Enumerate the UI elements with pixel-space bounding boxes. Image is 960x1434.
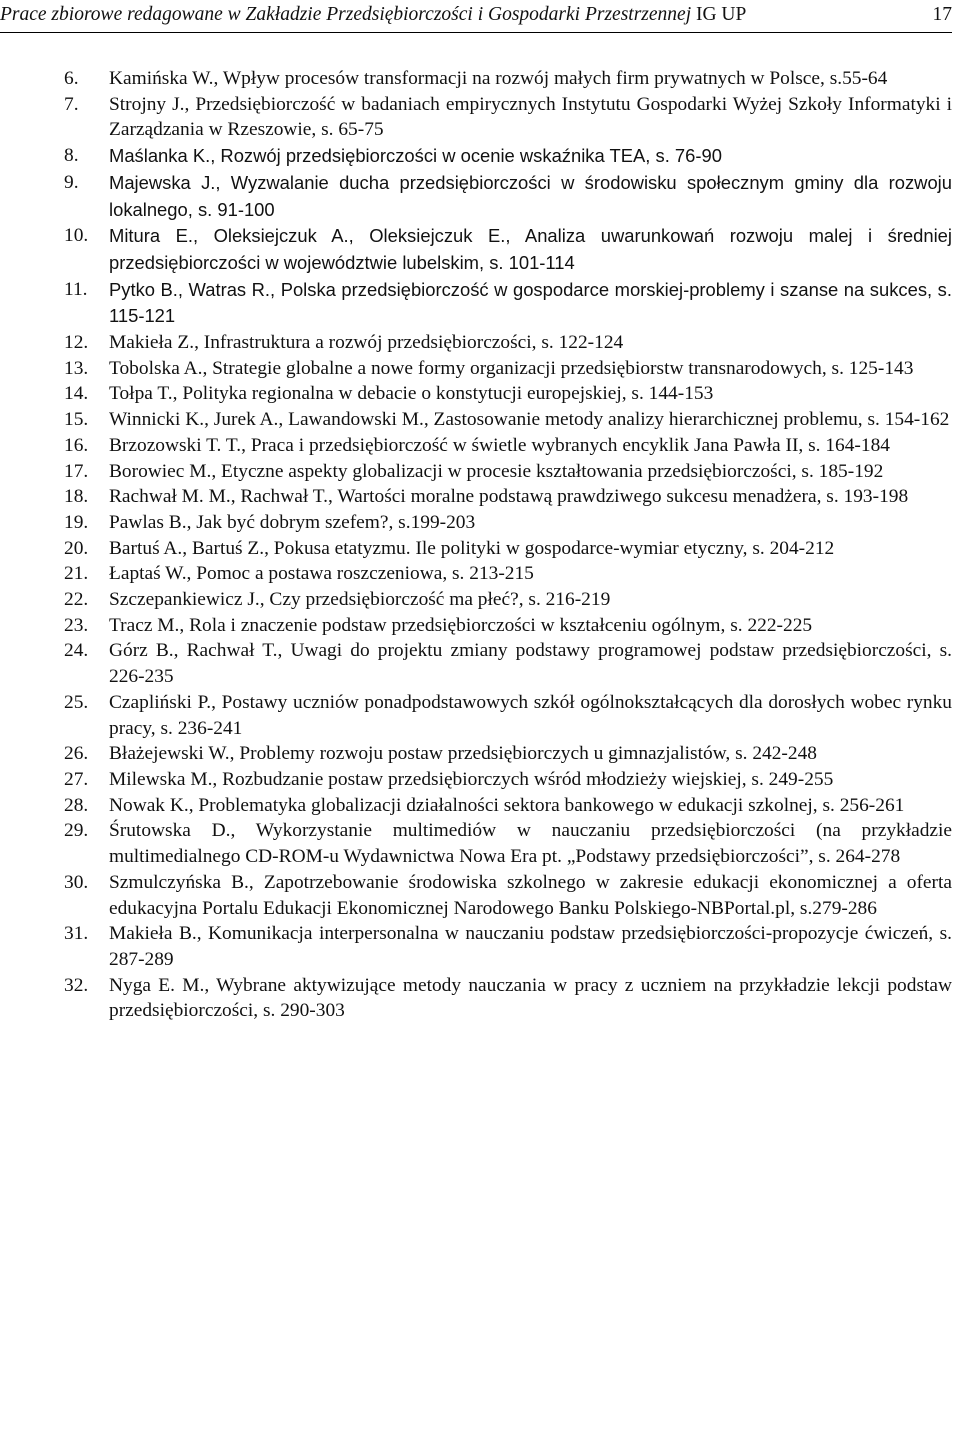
reference-item [0,433,952,459]
reference-item [0,381,952,407]
reference-number: 10. [64,225,89,247]
reference-item [0,613,952,639]
reference-text: Tołpa T., Polityka regionalna w debacie o konstytucji europejskiej, s. 144-153 [109,383,714,405]
reference-number: 26. [64,743,89,765]
reference-number: 14. [64,383,89,405]
running-header [0,2,952,33]
reference-item [0,170,952,223]
reference-text: Tobolska A., Strategie globalne a nowe formy organizacji przedsiębiorstw transnarodowych, s. 125-143 [109,357,914,379]
reference-item [0,536,952,562]
reference-text: Makieła Z., Infrastruktura a rozwój przedsiębiorczości, s. 122-124 [109,332,624,354]
reference-item [0,793,952,819]
reference-text: Pytko B., Watras R., Polska przedsiębiorczość w gospodarce morskiej-problemy i szanse na sukces, s. 115-121 [109,278,952,327]
reference-number: 6. [64,68,79,89]
reference-item [0,973,952,1024]
reference-number: 29. [64,820,89,842]
reference-text: Strojny J., Przedsiębiorczość w badaniach empirycznych Instytutu Gospodarki Wyżej Szkoły Informatyki i Zarządzania w Rzeszowie, s. 65-75 [109,93,952,141]
reference-text: Tracz M., Rola i znaczenie podstaw przedsiębiorczości w kształceniu ogólnym, s. 222-225 [109,614,813,636]
reference-text: Czapliński P., Postawy uczniów ponadpodstawowych szkół ogólnokształcących dla dorosłych wobec rynku pracy, s. 236-241 [109,691,952,739]
reference-text: Bartuś A., Bartuś Z., Pokusa etatyzmu. Ile polityki w gospodarce-wymiar etyczny, s. 204-212 [109,537,835,559]
reference-text: Kamińska W., Wpływ procesów transformacji na rozwój małych firm prywatnych w Polsce, s.55-64 [109,68,888,89]
reference-number: 7. [64,93,79,115]
reference-number: 8. [64,145,79,167]
reference-item [0,277,952,330]
reference-text: Nowak K., Problematyka globalizacji działalności sektora bankowego w edukacji szkolnej, s. 256-261 [109,794,905,816]
reference-text: Rachwał M. M., Rachwał T., Wartości moralne podstawą prawdziwego sukcesu menadżera, s. 193-198 [109,486,909,508]
reference-number: 23. [64,614,89,636]
reference-number: 16. [64,434,89,456]
reference-number: 20. [64,537,89,559]
reference-item [0,561,952,587]
reference-number: 30. [64,871,89,893]
reference-text: Łaptaś W., Pomoc a postawa roszczeniowa, s. 213-215 [109,563,534,585]
reference-number: 32. [64,974,89,996]
reference-item [0,330,952,356]
reference-item [0,587,952,613]
reference-text: Makieła B., Komunikacja interpersonalna w nauczaniu podstaw przedsiębiorczości-propozycje ćwiczeń, s. 287-289 [109,923,952,970]
reference-item [0,638,952,689]
reference-item [0,92,952,143]
reference-text: Mitura E., Oleksiejczuk A., Oleksiejczuk E., Analiza uwarunkowań rozwoju malej i średniej przedsiębiorczości w województwie lubelskim, s. 101-114 [109,225,952,273]
reference-number: 25. [64,691,89,713]
reference-list [0,66,952,1024]
reference-item [0,143,952,170]
reference-item [0,690,952,741]
reference-number: 19. [64,511,89,533]
reference-number: 13. [64,357,89,379]
reference-item [0,223,952,276]
reference-text: Milewska M., Rozbudzanie postaw przedsiębiorczych wśród młodzieży wiejskiej, s. 249-255 [109,768,834,790]
reference-number: 11. [64,278,88,300]
reference-item [0,741,952,767]
reference-number: 28. [64,794,89,816]
reference-item [0,459,952,485]
reference-item [0,921,952,972]
reference-text: Górz B., Rachwał T., Uwagi do projektu zmiany podstawy programowej podstaw przedsiębiorczości, s. 226-235 [109,640,952,688]
reference-number: 31. [64,923,89,945]
reference-item [0,818,952,869]
reference-text: Majewska J., Wyzwalanie ducha przedsiębiorczości w środowisku społecznym gminy dla rozwoju lokalnego, s. 91-100 [109,171,952,220]
reference-text: Borowiec M., Etyczne aspekty globalizacji w procesie kształtowania przedsiębiorczości, s. 185-192 [109,460,884,482]
reference-item [0,767,952,793]
reference-text: Nyga E. M., Wybrane aktywizujące metody nauczania w pracy z uczniem na przykładzie lekcji podstaw przedsiębiorczości, s. 290-303 [109,974,952,1022]
page-number: 17 [932,4,952,25]
reference-text: Szmulczyńska B., Zapotrzebowanie środowiska szkolnego w zakresie edukacji ekonomicznej a oferta edukacyjna Portalu Edukacji Ekonomicznej Narodowego Banku Polskiego-NBPortal.pl, s.279-286 [109,871,952,919]
reference-item [0,510,952,536]
reference-text: Szczepankiewicz J., Czy przedsiębiorczość ma płeć?, s. 216-219 [109,589,611,611]
reference-text: Błażejewski W., Problemy rozwoju postaw przedsiębiorczych u gimnazjalistów, s. 242-248 [109,743,817,765]
reference-number: 27. [64,768,89,790]
reference-number: 9. [64,171,79,193]
reference-number: 17. [64,460,89,482]
reference-text: Brzozowski T. T., Praca i przedsiębiorczość w świetle wybranych encyklik Jana Pawła II, s. 164-184 [109,434,890,456]
reference-item [0,870,952,921]
header-title: Prace zbiorowe redagowane w Zakładzie Przedsiębiorczości i Gospodarki Przestrzennej IG UP [0,4,747,25]
reference-text: Pawlas B., Jak być dobrym szefem?, s.199-203 [109,511,476,533]
reference-text: Śrutowska D., Wykorzystanie multimediów w nauczaniu przedsiębiorczości (na przykładzie multimedialnego CD-ROM-u Wydawnictwa Nowa Era pt. „Podstawy przedsiębiorczości”, s. 264-278 [109,820,952,868]
reference-number: 15. [64,409,89,431]
reference-text: Maślanka K., Rozwój przedsiębiorczości w ocenie wskaźnika TEA, s. 76-90 [109,145,722,167]
reference-number: 18. [64,486,89,508]
reference-item [0,66,952,92]
reference-item [0,407,952,433]
reference-number: 22. [64,589,89,611]
reference-number: 24. [64,640,89,662]
reference-text: Winnicki K., Jurek A., Lawandowski M., Zastosowanie metody analizy hierarchicznej problemu, s. 154-162 [109,409,950,431]
reference-item [0,484,952,510]
reference-number: 12. [64,332,89,354]
reference-number: 21. [64,563,89,585]
reference-item [0,356,952,382]
